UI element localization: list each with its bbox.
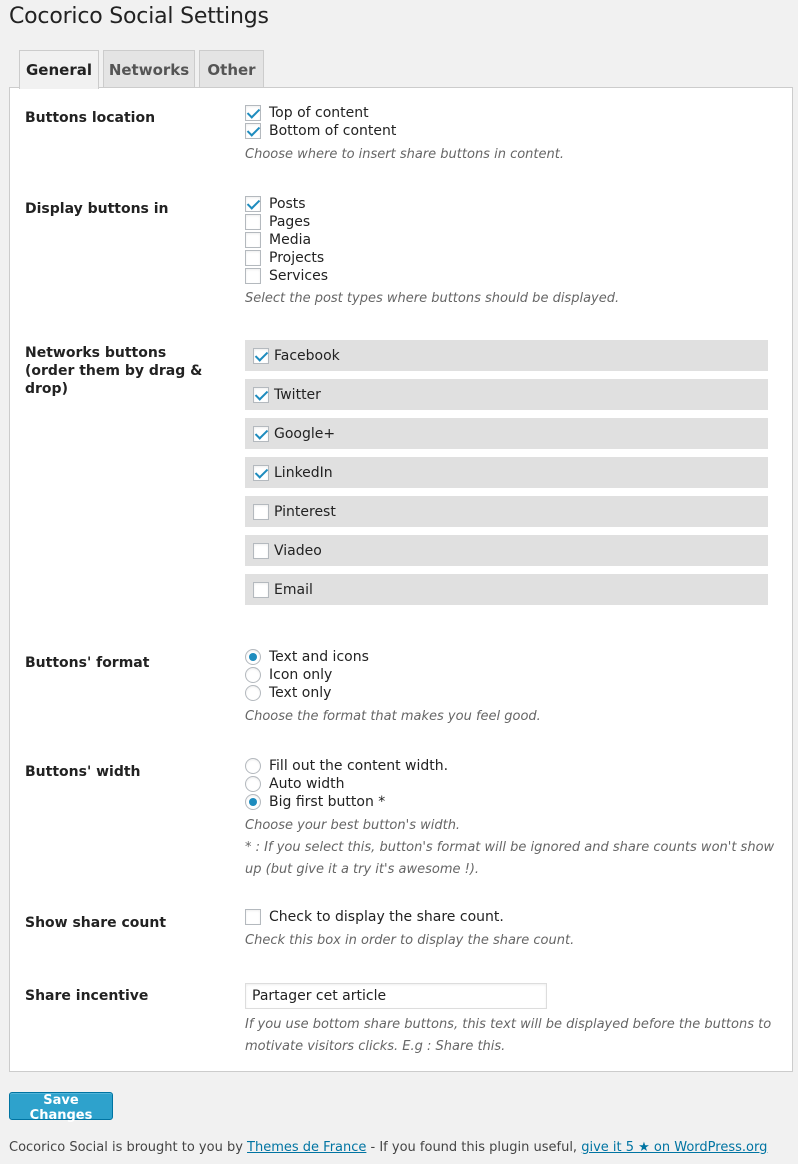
text-only-radio[interactable] [245,685,261,701]
network-label: Facebook [274,347,340,364]
option-label: Text only [269,685,332,701]
icon-only-radio[interactable] [245,667,261,683]
auto-width-radio[interactable] [245,776,261,792]
network-label: Email [274,581,313,598]
network-label: Pinterest [274,503,336,520]
network-item-pinterest[interactable] [245,496,768,527]
pinterest-checkbox[interactable] [253,504,269,520]
option-label: Top of content [269,105,369,121]
option-label: Fill out the content width. [269,758,449,774]
option-services[interactable] [245,267,328,285]
option-share-count[interactable] [245,908,504,926]
email-checkbox[interactable] [253,582,269,598]
option-bottom-of-content[interactable] [245,122,396,140]
display-in-description: Select the post types where buttons should be displayed. [245,291,620,306]
footer-credits [9,1140,767,1155]
twitter-checkbox[interactable] [253,387,269,403]
option-media[interactable] [245,231,311,249]
page-title: Cocorico Social Settings [9,4,269,29]
bottom-of-content-checkbox[interactable] [245,123,261,139]
display-in-label: Display buttons in [25,201,169,217]
option-label: Icon only [269,667,333,683]
tab-other[interactable]: Other [199,50,264,88]
option-label: Services [269,268,329,284]
media-checkbox[interactable] [245,232,261,248]
pages-checkbox[interactable] [245,214,261,230]
incentive-description: If you use bottom share buttons, this text will be displayed before the buttons to motivate visitors clicks. E.g : Share this. [245,1017,772,1054]
option-top-of-content[interactable] [245,104,369,122]
format-description: Choose the format that makes you feel good. [245,709,541,724]
buttons-location-label: Buttons location [25,110,156,126]
option-label: Big first button * [269,794,386,810]
share-count-description: Check this box in order to display the share count. [245,933,575,948]
linkedin-checkbox[interactable] [253,465,269,481]
option-pages[interactable] [245,213,310,231]
option-label: Pages [269,214,311,230]
projects-checkbox[interactable] [245,250,261,266]
facebook-checkbox[interactable] [253,348,269,364]
services-checkbox[interactable] [245,268,261,284]
option-big-first-button[interactable] [245,793,385,811]
option-posts[interactable] [245,195,306,213]
option-label: Posts [269,196,306,212]
googleplus-checkbox[interactable] [253,426,269,442]
themes-de-france-link[interactable]: Themes de France [247,1140,367,1155]
option-text-only[interactable] [245,684,331,702]
option-auto-width[interactable] [245,775,345,793]
option-text-and-icons[interactable] [245,648,369,666]
incentive-input[interactable] [245,983,547,1009]
option-label: Check to display the share count. [269,909,504,925]
posts-checkbox[interactable] [245,196,261,212]
network-item-twitter[interactable] [245,379,768,410]
option-label: Bottom of content [269,123,397,139]
share-count-label: Show share count [25,915,167,931]
viadeo-checkbox[interactable] [253,543,269,559]
settings-panel [9,87,793,1072]
networks-label: Networks buttons (order them by drag & drop) [25,345,203,397]
width-label: Buttons' width [25,764,141,780]
option-label: Projects [269,250,325,266]
option-projects[interactable] [245,249,324,267]
text-and-icons-radio[interactable] [245,649,261,665]
buttons-location-description: Choose where to insert share buttons in content. [245,147,564,162]
network-label: LinkedIn [274,464,333,481]
network-item-email[interactable] [245,574,768,605]
rate-plugin-link[interactable]: give it 5 ★ on WordPress.org [581,1140,768,1155]
network-item-googleplus[interactable] [245,418,768,449]
share-count-checkbox[interactable] [245,909,261,925]
footer-prefix: Cocorico Social is brought to you by [9,1140,248,1155]
network-label: Twitter [274,386,321,403]
fill-width-radio[interactable] [245,758,261,774]
top-of-content-checkbox[interactable] [245,105,261,121]
footer-middle: - If you found this plugin useful, [366,1140,582,1155]
save-changes-button[interactable]: Save Changes [9,1092,113,1120]
format-label: Buttons' format [25,655,150,671]
option-label: Auto width [269,776,345,792]
width-description: Choose your best button's width. [245,818,461,833]
option-label: Media [269,232,312,248]
tab-networks[interactable]: Networks [103,50,195,88]
network-label: Viadeo [274,542,322,559]
tab-general[interactable]: General [19,50,99,89]
option-icon-only[interactable] [245,666,332,684]
network-item-viadeo[interactable] [245,535,768,566]
option-label: Text and icons [269,649,369,665]
big-first-button-radio[interactable] [245,794,261,810]
option-fill-width[interactable] [245,757,448,775]
network-item-facebook[interactable] [245,340,768,371]
network-label: Google+ [274,425,336,442]
width-note: * : If you select this, button's format will be ignored and share counts won't show up (but give it a try it's awesome !). [245,840,775,877]
incentive-label: Share incentive [25,988,149,1004]
network-item-linkedin[interactable] [245,457,768,488]
